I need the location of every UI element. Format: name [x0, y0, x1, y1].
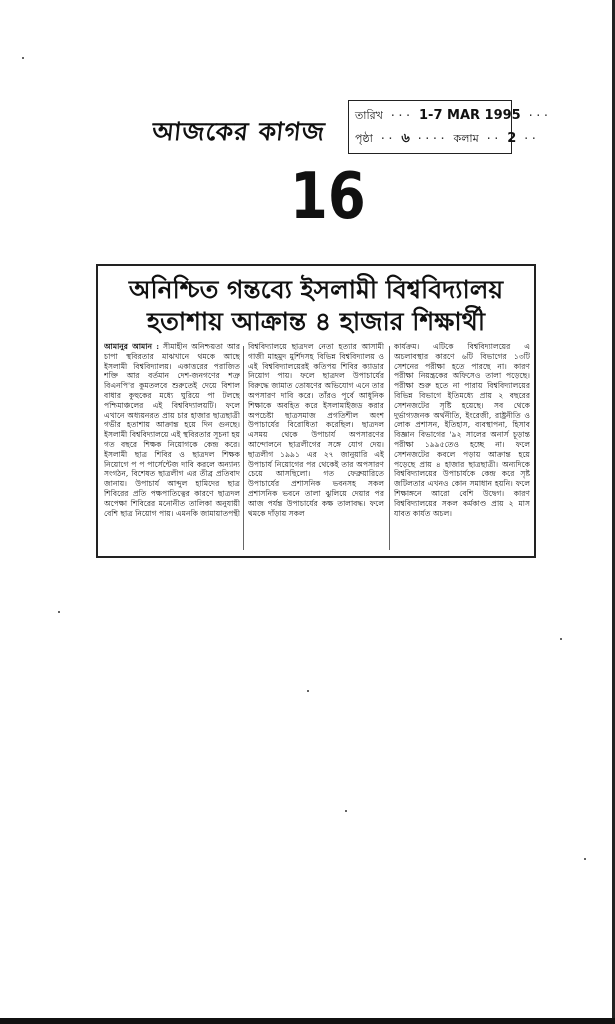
stamp-column-label: কলাম [453, 132, 479, 145]
stamp-column-value: 2 [507, 131, 517, 146]
handwritten-page-number: 16 [290, 160, 366, 234]
stamp-date-label: তারিখ [355, 109, 383, 122]
article-column-3 [394, 342, 530, 552]
article-column-2-text: বিশ্ববিদ্যালয়ে ছাত্রদল নেতা হত্যার আসামী গাজী মাহমুদ মুর্শিদসহ বিভিন্ন বিশ্ববিদ্যালয় ও এই বিশ্ববিদ্যালয়েরই কতিপয় শিবির ক্যাডার নিয়োগ পায়। ফলে ছাত্রদল উপাচার্যের বিরুদ্ধে জামাত তোষণের অভিযোগ এনে তার অপসারণ দাবি করে। তাঁরও পূর্বে আধুনিক শিক্ষাকে অবহিত করে ইসলামাইজড করার অপচেষ্টা ছাত্রসমাজ প্রগতিশীল অংশ উপাচার্যের বিরোধিতা করেছিল। ছাত্রদল এসময় থেকে উপাচার্য অপসারণের আন্দোলনে ছাত্রলীগের সঙ্গে যোগ দেয়। ছাত্রলীগ ১৯৯১ এর ২৭ জানুয়ারি এই উপাচার্য নিয়োগের পর থেকেই তার অপসারণ চেয়ে আসছিলো। গত ফেব্রুয়ারিতে উপাচার্যের প্রশাসনিক ভবনসহ সকল প্রশাসনিক ভবনে তালা ঝুলিয়ে দেয়ার পর আজ পর্যন্ত উপাচার্যের কক্ষ তালাবদ্ধ। ফলে থমকে দাঁড়ায় সকল [248, 342, 384, 518]
scan-speck [307, 690, 309, 692]
scan-speck [584, 858, 586, 860]
article-byline: আমানুর আমান : [104, 342, 160, 351]
scan-speck [22, 57, 24, 59]
page-edge-bottom [0, 1018, 615, 1024]
column-divider [389, 346, 390, 550]
scan-speck [560, 638, 562, 640]
article-column-2 [248, 342, 384, 552]
scan-speck [58, 611, 60, 613]
headline-line-2: হতাশায় আক্রান্ত ৪ হাজার শিক্ষার্থী [146, 307, 486, 336]
scan-speck [345, 810, 347, 812]
article-column-3-text: কার্যক্রম। এটিকে বিশ্ববিদ্যালয়ের এ অচলাবস্থার কারণে ৬টি বিভাগের ১৩টি সেশনের পরীক্ষা হতে পারছে না। কারণ পরীক্ষা নিয়ন্ত্রকের অফিসেও তালা পড়েছে। পরীক্ষা শুরু হতে না পারায় বিশ্ববিদ্যালয়ের বিভিন্ন বিভাগে ইতিমধ্যে প্রায় ২ বছরের সেশনজটের সৃষ্টি হয়েছে। সব থেকে দুর্ভাগ্যজনক অর্থনীতি, ইংরেজী, রাষ্ট্রনীতি ও লোক প্রশাসন, ইতিহাস, ব্যবস্থাপনা, হিসাব বিজ্ঞান বিভাগের '৯২ সালের অনার্স চূড়ান্ত পরীক্ষা ১৯৯৫তেও হচ্ছে না। ফলে সেশনজটের কবলে পড়ায় আক্রান্ত হয়ে পড়েছে প্রায় ৪ হাজার ছাত্রছাত্রী। অন্যদিকে বিশ্ববিদ্যালয়ের উপাচার্যকে কেন্দ্র করে সৃষ্ট জটিলতার এখনও কোন সমাধান হয়নি। ফলে শিক্ষাঙ্গনে আরো বেশি উদ্বেগ। কারণ বিশ্ববিদ্যালয়ের সকল কর্মকাণ্ড প্রায় ২ মাস যাবত কার্যত অচল। [394, 342, 530, 518]
stamp-page-row: পৃষ্ঠা ·· ৬ ···· কলাম ·· 2 ·· [355, 131, 539, 146]
news-clipping [96, 264, 536, 558]
date-stamp [348, 100, 551, 154]
newspaper-masthead: আজকের কাগজ [150, 117, 327, 146]
column-divider [243, 346, 244, 550]
stamp-page-label: পৃষ্ঠা [355, 132, 373, 145]
article-body [104, 342, 530, 552]
article-column-1-text: সীমাহীন অনিশ্চয়তা আর চাপা স্থবিরতার মাঝখানে থমকে আছে ইসলামী বিশ্ববিদ্যালয়। একাত্তরের পরাজিত শক্তি আর বর্তমান দেশ-জনগণের শত্রু বিএনপি'র কুমতলবে শুরুতেই দেয়ে বিশাল বাধার কুহুকের মধ্যে ঘুরিয়ে পা টলছে পশ্চিমাঞ্চলের এই বিশ্ববিদ্যালয়টি। ফলে এখানে অধ্যয়নরত প্রায় চার হাজার ছাত্রছাত্রী গভীর হতাশায় আক্রান্ত হয়ে দিন গুনছে। ইসলামী বিশ্ববিদ্যালয়ে এই স্থবিরতার সূচনা হয় গত বছরে শিক্ষক নিয়োগকে কেন্দ্র করে। ইসলামী ছাত্র শিবির ও ছাত্রদল শিক্ষক নিয়োগে প প পার্সেন্টেজ দাবি করলে অন্যান্য সংগঠন, বিশেষত ছাত্রলীগ এর তীব্র প্রতিবাদ জানায়। উপাচার্য আব্দুল হামিদের ছাত্র শিবিরের প্রতি পক্ষপাতিত্বের কারণে ছাত্রদল অপেক্ষা শিবিরের মনোনীত তালিকা অনুযায়ী বেশি ছাত্র নিয়োগ পায়। এমনকি জামায়াতপন্থী [104, 342, 240, 518]
stamp-date-value: 1-7 MAR 1995 [419, 108, 521, 123]
stamp-date-row: তারিখ ··· 1-7 MAR 1995 ··· [355, 108, 551, 123]
stamp-page-value: ৬ [401, 131, 410, 146]
article-column-1 [104, 342, 240, 552]
headline-line-1: অনিশ্চিত গন্তব্যে ইসলামী বিশ্ববিদ্যালয় [128, 275, 504, 304]
